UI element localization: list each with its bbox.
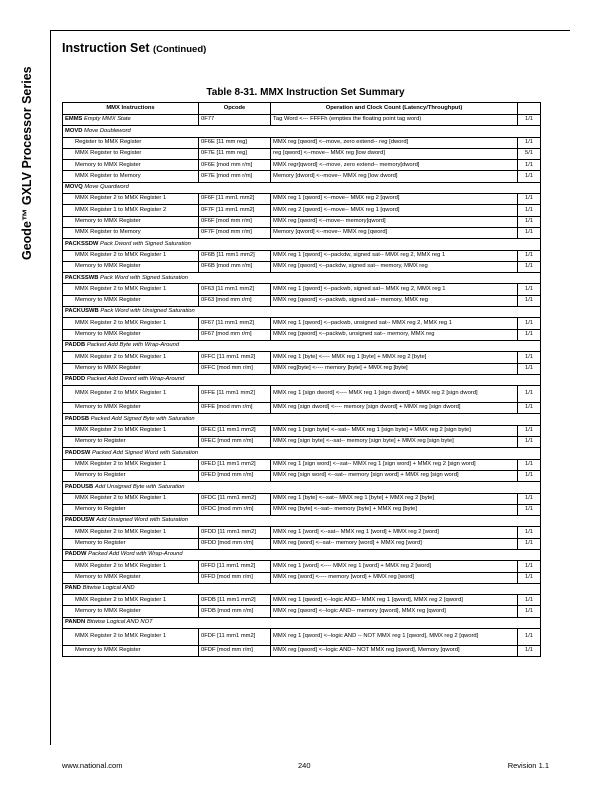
footer-website: www.national.com (62, 761, 123, 770)
operand-form-cell: MMX Register 2 to MMX Register 1 (63, 629, 199, 646)
table-row (63, 227, 541, 238)
instruction-description: Add Unsigned Byte with Saturation (94, 483, 185, 490)
opcode-cell: 0FDD [mod mm r/m] (199, 538, 271, 549)
table-group-row (63, 448, 541, 459)
table-row (63, 386, 541, 403)
operation-cell: MMX reg 1 [qword] <--packwb, unsigned sat-- MMX reg 2, MMX reg 1 (271, 318, 518, 329)
clock-cell: 1/1 (518, 137, 541, 148)
col-header-instructions: MMX Instructions (63, 103, 199, 115)
clock-cell: 1/1 (518, 386, 541, 403)
table-row (63, 261, 541, 272)
operand-form-cell: Memory to Register (63, 504, 199, 515)
group-header-cell (63, 549, 541, 560)
operand-form-cell: Memory to MMX Register (63, 295, 199, 306)
group-header-cell (63, 448, 541, 459)
clock-cell: 1/1 (518, 216, 541, 227)
mmx-instruction-table (62, 102, 541, 657)
operand-form-cell: Memory to Register (63, 437, 199, 448)
instruction-description: Packed Add Dword with Wrap-Around (86, 376, 185, 383)
table-row (63, 459, 541, 470)
clock-cell: 1/1 (518, 527, 541, 538)
table-group-row (63, 126, 541, 137)
opcode-cell: 0FFE [11 mm1 mm2] (199, 386, 271, 403)
instruction-mnemonic: PANDN (65, 619, 86, 626)
operation-cell: MMX reg [qword] <--packdw, signed sat-- memory, MMX reg (271, 261, 518, 272)
operand-form-cell: MMX Register 2 to MMX Register 1 (63, 595, 199, 606)
operand-form-cell: Memory to MMX Register (63, 329, 199, 340)
clock-cell: 5/1 (518, 148, 541, 159)
operand-form-cell: MMX Register 2 to MMX Register 1 (63, 527, 199, 538)
operation-cell: MMX reg 1 [qword] <--packwb, signed sat-- MMX reg 2, MMX reg 1 (271, 284, 518, 295)
col-header-clock (518, 103, 541, 115)
opcode-cell: 0F63 [mod mm r/m] (199, 295, 271, 306)
clock-cell: 1/1 (518, 171, 541, 182)
opcode-cell: 0F7E [11 mm reg] (199, 148, 271, 159)
group-header-cell (63, 516, 541, 527)
opcode-cell: 0F6E [mod mm r/m] (199, 160, 271, 171)
instruction-description: Move Quardword (84, 184, 129, 191)
operand-form-cell: Memory to Register (63, 470, 199, 481)
group-header-cell (63, 414, 541, 425)
page-title-text: Instruction Set (62, 41, 150, 55)
table-group-row (63, 340, 541, 351)
operation-cell: MMX reg [sign dword] <---- memory [sign dword] + MMX reg [sign dword] (271, 403, 518, 414)
table-row (63, 595, 541, 606)
clock-cell: 1/1 (518, 329, 541, 340)
operation-cell: MMX reg 1 [sign byte] <--sat-- MMX reg 1 [sign byte] + MMX reg 2 [sign byte] (271, 425, 518, 436)
operation-cell: MMX reg 1 [sign dword] <---- MMX reg 1 [sign dword] + MMX reg 2 [sign dword] (271, 386, 518, 403)
instruction-description: Packed Add Signed Word with Saturation (91, 449, 199, 456)
operation-cell: MMX reg 1 [qword] <--logic AND -- NOT MMX reg 1 [qword], MMX reg 2 [qword] (271, 629, 518, 646)
instruction-description: Pack Word with Signed Saturation (100, 274, 188, 281)
group-header-cell (63, 374, 541, 385)
table-row (63, 493, 541, 504)
table-row (63, 629, 541, 646)
opcode-cell: 0FDF [11 mm1 mm2] (199, 629, 271, 646)
opcode-cell: 0F6E [11 mm reg] (199, 137, 271, 148)
instruction-description: Move Doubleword (84, 127, 131, 134)
operand-form-cell: Memory to MMX Register (63, 646, 199, 657)
opcode-cell: 0FDB [11 mm1 mm2] (199, 595, 271, 606)
instruction-mnemonic: PADDUSW (65, 517, 95, 524)
instruction-mnemonic: PACKSSDW (65, 240, 99, 247)
table-row (63, 216, 541, 227)
opcode-cell: 0F6B [mod mm r/m] (199, 261, 271, 272)
instruction-description: Bitwise Logical AND (82, 585, 135, 592)
table-row (63, 160, 541, 171)
operation-cell: MMX reg [qword] <--logic AND-- memory [qword], MMX reg [qword] (271, 606, 518, 617)
table-row (63, 527, 541, 538)
operation-cell: MMX reg 1 [qword] <--logic AND-- MMX reg 1 [qword], MMX reg 2 [qword] (271, 595, 518, 606)
table-group-row (63, 239, 541, 250)
table-group-row (63, 307, 541, 318)
table-group-row (63, 182, 541, 193)
table-body (63, 115, 541, 657)
opcode-cell: 0FED [mod mm r/m] (199, 470, 271, 481)
opcode-cell: 0FFC [11 mm1 mm2] (199, 352, 271, 363)
table-row (63, 538, 541, 549)
operation-cell: MMX reg [qword] <--packwb, unsigned sat-- memory, MMX reg (271, 329, 518, 340)
clock-cell: 1/1 (518, 459, 541, 470)
table-row (63, 504, 541, 515)
operation-cell: MMX reg [sign word] <--sat-- memory [sign word] + MMX reg [sign word] (271, 470, 518, 481)
table-row (63, 403, 541, 414)
operation-cell: MMX regr[qword] <--move, zero extend-- memory[dword] (271, 160, 518, 171)
side-series-title (20, 30, 40, 260)
table-row (63, 148, 541, 159)
operation-cell: reg [qword] <--move-- MMX reg [low dword] (271, 148, 518, 159)
clock-cell: 1/1 (518, 403, 541, 414)
table-group-row (63, 273, 541, 284)
group-header-cell (63, 340, 541, 351)
operation-cell: Memory [qword] <--move-- MMX reg [qword] (271, 227, 518, 238)
clock-cell: 1/1 (518, 595, 541, 606)
table-group-row (63, 115, 541, 126)
group-header-cell (63, 273, 541, 284)
operation-cell: MMX reg [sign byte] <--sat-- memory [sign byte] + MMX reg [sign byte] (271, 437, 518, 448)
page-title-suffix: (Continued) (153, 44, 207, 55)
operation-cell: MMX reg 1 [word] <--sat-- MMX reg 1 [word] + MMX reg 2 [word] (271, 527, 518, 538)
horizontal-rule (50, 30, 570, 31)
page-title (62, 41, 206, 55)
operand-form-cell: Memory to Register (63, 538, 199, 549)
opcode-cell: 0FDF [mod mm r/m] (199, 646, 271, 657)
operand-form-cell: Memory to MMX Register (63, 606, 199, 617)
operation-cell: MMX reg [word] <--sat-- memory [word] + MMX reg [word] (271, 538, 518, 549)
operand-form-cell: MMX Register 2 to MMX Register 1 (63, 194, 199, 205)
opcode-cell: 0F6F [mod mm r/m] (199, 216, 271, 227)
operation-cell: Memory [dword] <--move-- MMX reg [low dword] (271, 171, 518, 182)
clock-cell: 1/1 (518, 205, 541, 216)
opcode-cell: 0FDC [11 mm1 mm2] (199, 493, 271, 504)
operand-form-cell: MMX Register 2 to MMX Register 1 (63, 561, 199, 572)
operand-form-cell: Memory to MMX Register (63, 261, 199, 272)
clock-cell: 1/1 (518, 561, 541, 572)
operand-form-cell: MMX Register 2 to MMX Register 1 (63, 425, 199, 436)
col-header-opcode: Opcode (199, 103, 271, 115)
operand-form-cell: MMX Register to Memory (63, 227, 199, 238)
clock-cell: 1/1 (518, 504, 541, 515)
operand-form-cell: MMX Register 2 to MMX Register 1 (63, 284, 199, 295)
instruction-mnemonic: PADDD (65, 376, 86, 383)
operation-cell: MMX reg [byte] <--sat-- memory [byte] + MMX reg [byte] (271, 504, 518, 515)
clock-cell: 1/1 (518, 318, 541, 329)
opcode-cell: 0FFD [11 mm1 mm2] (199, 561, 271, 572)
table-group-row (63, 516, 541, 527)
clock-cell: 1/1 (518, 470, 541, 481)
operation-cell: MMX reg 1 [byte] <---- MMX reg 1 [byte] + MMX reg 2 [byte] (271, 352, 518, 363)
operand-form-cell: MMX Register 2 to MMX Register 1 (63, 352, 199, 363)
operation-cell: MMX reg 2 [qword] <--move-- MMX reg 1 [qword] (271, 205, 518, 216)
opcode-cell: 0F63 [11 mm1 mm2] (199, 284, 271, 295)
opcode-cell: 0F7F [mod mm r/m] (199, 227, 271, 238)
clock-cell: 1/1 (518, 194, 541, 205)
operand-form-cell: Memory to MMX Register (63, 216, 199, 227)
operation-cell: Tag Word <--- FFFFh (empties the floating point tag word) (271, 115, 518, 126)
group-header-cell (63, 115, 199, 126)
clock-cell: 1/1 (518, 115, 541, 126)
operation-cell: MMX reg 1 [sign word] <--sat-- MMX reg 1 [sign word] + MMX reg 2 [sign word] (271, 459, 518, 470)
operation-cell: MMX reg[byte] <---- memory [byte] + MMX reg [byte] (271, 363, 518, 374)
operation-cell: MMX reg 1 [qword] <--move-- MMX reg 2 [qword] (271, 194, 518, 205)
operation-cell: MMX reg 1 [byte] <--sat-- MMX reg 1 [byte] + MMX reg 2 [byte] (271, 493, 518, 504)
instruction-description: Add Unsigned Word with Saturation (96, 517, 188, 524)
operation-cell: MMX reg 1 [word] <---- MMX reg 1 [word] + MMX reg 2 [word] (271, 561, 518, 572)
opcode-cell: 0F6F [11 mm1 mm2] (199, 194, 271, 205)
instruction-mnemonic: PAND (65, 585, 81, 592)
opcode-cell: 0FDD [11 mm1 mm2] (199, 527, 271, 538)
table-group-row (63, 583, 541, 594)
clock-cell: 1/1 (518, 160, 541, 171)
operation-cell: MMX reg [word] <---- memory [word] + MMX reg [word] (271, 572, 518, 583)
opcode-cell: 0FDC [mod mm r/m] (199, 504, 271, 515)
instruction-description: Packed Add Signed Byte with Saturation (90, 415, 195, 422)
operation-cell: MMX reg [qword] <--packwb, signed sat-- memory, MMX reg (271, 295, 518, 306)
table-group-row (63, 549, 541, 560)
table-row (63, 561, 541, 572)
table-row (63, 646, 541, 657)
clock-cell: 1/1 (518, 493, 541, 504)
opcode-cell: 0FEC [11 mm1 mm2] (199, 425, 271, 436)
vertical-rule (50, 30, 51, 745)
clock-cell: 1/1 (518, 437, 541, 448)
group-header-cell (63, 126, 541, 137)
footer-revision: Revision 1.1 (507, 761, 549, 770)
operand-form-cell: MMX Register 2 to MMX Register 1 (63, 493, 199, 504)
operand-form-cell: MMX Register 2 to MMX Register 1 (63, 250, 199, 261)
clock-cell: 1/1 (518, 227, 541, 238)
instruction-description: Empty MMX State (84, 116, 131, 123)
instruction-description: Pack Dword with Signed Saturation (100, 240, 191, 247)
opcode-cell: 0FEC [mod mm r/m] (199, 437, 271, 448)
clock-cell: 1/1 (518, 295, 541, 306)
opcode-cell: 0FED [11 mm1 mm2] (199, 459, 271, 470)
table-row (63, 606, 541, 617)
operation-cell: MMX reg 1 [qword] <--packdw, signed sat-- MMX reg 2, MMX reg 1 (271, 250, 518, 261)
opcode-cell: 0F67 [11 mm1 mm2] (199, 318, 271, 329)
clock-cell: 1/1 (518, 250, 541, 261)
operation-cell: MMX reg [qword] <--logic AND-- NOT MMX reg [qword], Memory [qword] (271, 646, 518, 657)
clock-cell: 1/1 (518, 363, 541, 374)
table-row (63, 470, 541, 481)
group-header-cell (63, 239, 541, 250)
operand-form-cell: MMX Register 2 to MMX Register 1 (63, 318, 199, 329)
table-header-row (63, 103, 541, 115)
operand-form-cell: Register to MMX Register (63, 137, 199, 148)
table-row (63, 363, 541, 374)
table-row (63, 205, 541, 216)
clock-cell: 1/1 (518, 261, 541, 272)
opcode-cell: 0FDB [mod mm r/m] (199, 606, 271, 617)
instruction-description: Packed Add Word with Wrap-Around (88, 551, 183, 558)
instruction-mnemonic: PADDUSB (65, 483, 94, 490)
operand-form-cell: Memory to MMX Register (63, 403, 199, 414)
table-row (63, 171, 541, 182)
instruction-mnemonic: EMMS (65, 116, 83, 123)
table-row (63, 572, 541, 583)
table-caption: Table 8-31. MMX Instruction Set Summary (206, 87, 405, 98)
table-row (63, 329, 541, 340)
group-header-cell (63, 307, 541, 318)
clock-cell: 1/1 (518, 538, 541, 549)
table-row (63, 194, 541, 205)
opcode-cell: 0F67 [mod mm r/m] (199, 329, 271, 340)
opcode-cell: 0F7E [mod mm r/m] (199, 171, 271, 182)
operand-form-cell: MMX Register 2 to MMX Register 1 (63, 386, 199, 403)
clock-cell: 1/1 (518, 425, 541, 436)
group-header-cell (63, 482, 541, 493)
operand-form-cell: MMX Register to Register (63, 148, 199, 159)
clock-cell: 1/1 (518, 606, 541, 617)
side-title-text: Geode™ GXLV Processor Series (20, 66, 34, 260)
instruction-mnemonic: PADDSW (65, 449, 91, 456)
instruction-mnemonic: MOVQ (65, 184, 83, 191)
clock-cell: 1/1 (518, 352, 541, 363)
table-group-row (63, 482, 541, 493)
instruction-description: Packed Add Byte with Wrap-Around (86, 342, 180, 349)
table-row (63, 437, 541, 448)
col-header-operation: Operation and Clock Count (Latency/Throughput) (271, 103, 518, 115)
operand-form-cell: Memory to MMX Register (63, 572, 199, 583)
operand-form-cell: MMX Register 2 to MMX Register 1 (63, 459, 199, 470)
instruction-description: Pack Word with Unsigned Saturation (100, 308, 195, 315)
table-row (63, 250, 541, 261)
table-row (63, 284, 541, 295)
table-group-row (63, 374, 541, 385)
table-row (63, 318, 541, 329)
instruction-mnemonic: PADDW (65, 551, 87, 558)
opcode-cell: 0F6B [11 mm1 mm2] (199, 250, 271, 261)
group-header-cell (63, 583, 541, 594)
group-header-cell (63, 182, 541, 193)
instruction-mnemonic: PACKSSWB (65, 274, 99, 281)
opcode-cell: 0FFD [mod mm r/m] (199, 572, 271, 583)
opcode-cell: 0F77 (199, 115, 271, 126)
instruction-mnemonic: PADDSB (65, 415, 90, 422)
instruction-description: Bitwise Logical AND NOT (86, 619, 153, 626)
table-row (63, 352, 541, 363)
opcode-cell: 0F7F [11 mm1 mm2] (199, 205, 271, 216)
operand-form-cell: MMX Register to Memory (63, 171, 199, 182)
clock-cell: 1/1 (518, 646, 541, 657)
instruction-mnemonic: PACKUSWB (65, 308, 99, 315)
group-header-cell (63, 617, 541, 628)
opcode-cell: 0FFE [mod mm r/m] (199, 403, 271, 414)
operation-cell: MMX reg [qword] <--move, zero extend-- reg [dword] (271, 137, 518, 148)
instruction-mnemonic: MOVD (65, 127, 83, 134)
clock-cell: 1/1 (518, 572, 541, 583)
table-row (63, 137, 541, 148)
clock-cell: 1/1 (518, 284, 541, 295)
footer-page-number: 240 (298, 761, 311, 770)
operand-form-cell: MMX Register 1 to MMX Register 2 (63, 205, 199, 216)
operand-form-cell: Memory to MMX Register (63, 160, 199, 171)
opcode-cell: 0FFC [mod mm r/m] (199, 363, 271, 374)
operation-cell: MMX reg [qword] <--move-- memory[qword] (271, 216, 518, 227)
table-group-row (63, 414, 541, 425)
clock-cell: 1/1 (518, 629, 541, 646)
table-group-row (63, 617, 541, 628)
table-row (63, 425, 541, 436)
operand-form-cell: Memory to MMX Register (63, 363, 199, 374)
instruction-mnemonic: PADDB (65, 342, 86, 349)
table-row (63, 295, 541, 306)
